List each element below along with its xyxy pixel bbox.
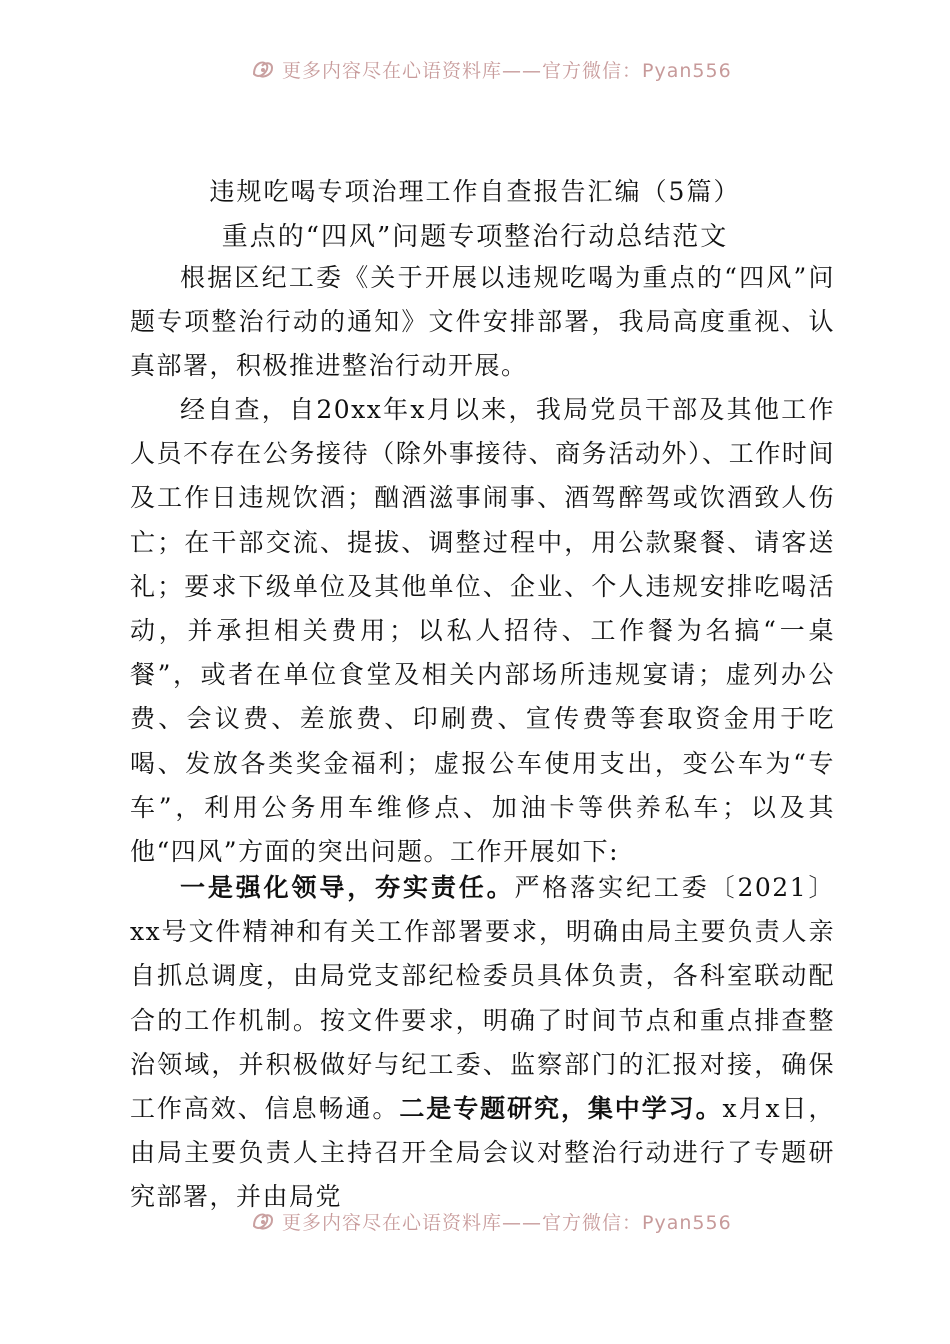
logo-icon — [250, 1208, 276, 1234]
paragraph-text — [130, 866, 835, 1220]
measure-text-2: x月x日，由局主要负责人主持召开全局会议对整治行动进行了专题研究部署，并由局党 — [130, 1094, 835, 1212]
watermark-text: 更多内容尽在心语资料库——官方微信：Pyan556 — [282, 59, 732, 82]
measure-heading-2: 二是专题研究，集中学习。 — [399, 1094, 723, 1124]
paragraph-self-check — [130, 388, 835, 874]
logo-icon — [250, 56, 276, 82]
paragraph-text: 根据区纪工委《关于开展以违规吃喝为重点的“四风”问题专项整治行动的通知》文件安排部署，我局高度重视、认真部署，积极推进整治行动开展。 — [130, 263, 835, 381]
paragraph-text: 经自查，自20xx年x月以来，我局党员干部及其他工作人员不存在公务接待（除外事接待、商务活动外）、工作时间及工作日违规饮酒；酗酒滋事闹事、酒驾醉驾或饮酒致人伤亡；在干部交流、提拔、调整过程中，用公款聚餐、请客送礼；要求下级单位及其他单位、企业、个人违规安排吃喝活动，并承担相关费用；以私人招待、工作餐为名搞“一桌餐”，或者在单位食堂及相关内部场所违规宴请；虚列办公费、会议费、差旅费、印刷费、宣传费等套取资金用于吃喝、发放各类奖金福利；虚报公车使用支出，变公车为“专车”，利用公务用车维修点、加油卡等供养私车；以及其他“四风”方面的突出问题。工作开展如下: — [130, 395, 835, 867]
watermark-footer — [250, 1206, 732, 1236]
paragraph-measures — [130, 866, 835, 1220]
document-title: 违规吃喝专项治理工作自查报告汇编（5篇） — [209, 177, 741, 206]
document-subtitle: 重点的“四风”问题专项整治行动总结范文 — [221, 222, 729, 252]
measure-text-1: 严格落实纪工委〔2021〕xx号文件精神和有关工作部署要求，明确由局主要负责人亲自抓总调度，由局党支部纪检委员具体负责，各科室联动配合的工作机制。按文件要求，明确了时间节点和重点排查整治领域，并积极做好与纪工委、监察部门的汇报对接，确保工作高效、信息畅通。 — [130, 873, 835, 1124]
measure-heading-1: 一是强化领导，夯实责任。 — [180, 873, 515, 902]
paragraph-intro — [130, 256, 835, 389]
watermark-text: 更多内容尽在心语资料库——官方微信：Pyan556 — [282, 1211, 732, 1234]
watermark-header — [250, 54, 732, 84]
